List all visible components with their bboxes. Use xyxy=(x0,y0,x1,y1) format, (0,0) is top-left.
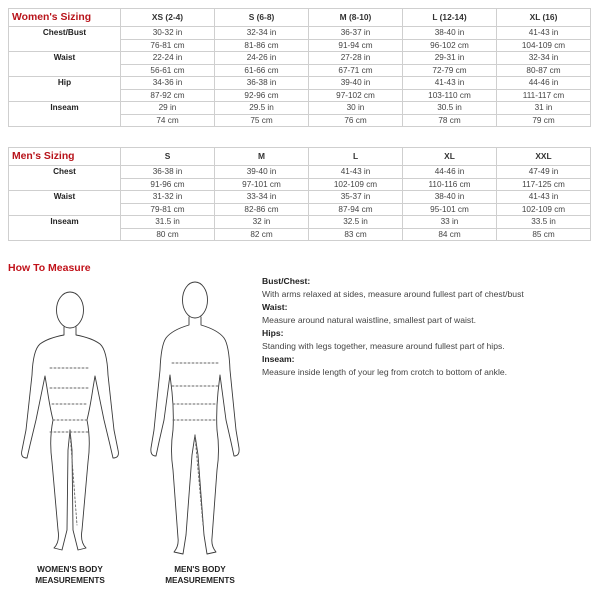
table-cell: 34-36 in xyxy=(121,77,215,90)
measurement-guides xyxy=(50,368,90,525)
table-cell: 61-66 cm xyxy=(215,64,309,77)
table-row xyxy=(9,77,591,90)
table-cell: 22-24 in xyxy=(121,52,215,65)
measurement-instructions xyxy=(262,275,592,379)
table-cell: 56-61 cm xyxy=(121,64,215,77)
size-header: L (12-14) xyxy=(403,9,497,27)
table-cell: 30.5 in xyxy=(403,102,497,115)
table-cell: 96-102 cm xyxy=(403,39,497,52)
table-cell: 38-40 in xyxy=(403,191,497,204)
table-cell: 41-43 in xyxy=(309,166,403,179)
table-cell: 31 in xyxy=(497,102,591,115)
womens-figure-caption xyxy=(10,564,130,586)
body-measurement-figures xyxy=(0,280,262,565)
table-cell: 36-37 in xyxy=(309,27,403,40)
table-cell: 76 cm xyxy=(309,114,403,127)
size-header: S (6-8) xyxy=(215,9,309,27)
caption-line: MEASUREMENTS xyxy=(35,576,105,585)
table-cell: 33.5 in xyxy=(497,216,591,229)
instruction-label: Bust/Chest: xyxy=(262,276,311,286)
caption-line: WOMEN'S BODY xyxy=(37,565,103,574)
size-header: M (8-10) xyxy=(309,9,403,27)
table-cell: 29-31 in xyxy=(403,52,497,65)
instruction-text: Standing with legs together, measure around fullest part of hips. xyxy=(262,341,505,351)
row-label: Inseam xyxy=(9,102,121,127)
table-cell: 30-32 in xyxy=(121,27,215,40)
table-cell: 30 in xyxy=(309,102,403,115)
row-label: Waist xyxy=(9,52,121,77)
table-cell: 91-96 cm xyxy=(121,178,215,191)
size-header: M xyxy=(215,148,309,166)
table-cell: 104-109 cm xyxy=(497,39,591,52)
table-cell: 76-81 cm xyxy=(121,39,215,52)
caption-line: MEASUREMENTS xyxy=(165,576,235,585)
table-cell: 44-46 in xyxy=(403,166,497,179)
table-row xyxy=(9,191,591,204)
table-row xyxy=(9,52,591,65)
table-cell: 81-86 cm xyxy=(215,39,309,52)
mens-sizing-table xyxy=(8,147,591,241)
table-cell: 36-38 in xyxy=(215,77,309,90)
table-cell: 78 cm xyxy=(403,114,497,127)
table-cell: 85 cm xyxy=(497,228,591,241)
caption-line: MEN'S BODY xyxy=(174,565,226,574)
table-cell: 84 cm xyxy=(403,228,497,241)
table-header-row xyxy=(9,148,591,166)
table-cell: 79 cm xyxy=(497,114,591,127)
row-label: Hip xyxy=(9,77,121,102)
table-cell: 39-40 in xyxy=(309,77,403,90)
instruction-text: With arms relaxed at sides, measure around fullest part of chest/bust xyxy=(262,289,524,299)
table-cell: 24-26 in xyxy=(215,52,309,65)
instruction-label: Inseam: xyxy=(262,354,295,364)
size-header: S xyxy=(121,148,215,166)
table-cell: 80-87 cm xyxy=(497,64,591,77)
table-cell: 31-32 in xyxy=(121,191,215,204)
table-cell: 102-109 cm xyxy=(309,178,403,191)
table-cell: 79-81 cm xyxy=(121,203,215,216)
table-cell: 32-34 in xyxy=(215,27,309,40)
table-cell: 74 cm xyxy=(121,114,215,127)
row-label: Inseam xyxy=(9,216,121,241)
table-cell: 97-101 cm xyxy=(215,178,309,191)
size-header: XXL xyxy=(497,148,591,166)
table-cell: 41-43 in xyxy=(497,191,591,204)
table-cell: 33 in xyxy=(403,216,497,229)
table-cell: 110-116 cm xyxy=(403,178,497,191)
table-cell: 103-110 cm xyxy=(403,89,497,102)
table-row xyxy=(9,216,591,229)
mens-body-figure xyxy=(151,282,239,554)
table-cell: 95-101 cm xyxy=(403,203,497,216)
table-cell: 67-71 cm xyxy=(309,64,403,77)
row-label: Chest/Bust xyxy=(9,27,121,52)
table-row xyxy=(9,166,591,179)
table-cell: 29.5 in xyxy=(215,102,309,115)
table-cell: 83 cm xyxy=(309,228,403,241)
table-cell: 117-125 cm xyxy=(497,178,591,191)
table-cell: 33-34 in xyxy=(215,191,309,204)
table-cell: 102-109 cm xyxy=(497,203,591,216)
table-cell: 82 cm xyxy=(215,228,309,241)
instruction-label: Waist: xyxy=(262,302,288,312)
table-title: Women's Sizing xyxy=(9,9,121,27)
size-header: XL (16) xyxy=(497,9,591,27)
table-header-row xyxy=(9,9,591,27)
instruction-label: Hips: xyxy=(262,328,284,338)
table-title: Men's Sizing xyxy=(9,148,121,166)
table-cell: 27-28 in xyxy=(309,52,403,65)
table-cell: 29 in xyxy=(121,102,215,115)
table-cell: 44-46 in xyxy=(497,77,591,90)
row-label: Waist xyxy=(9,191,121,216)
table-cell: 111-117 cm xyxy=(497,89,591,102)
table-cell: 47-49 in xyxy=(497,166,591,179)
how-to-measure-title: How To Measure xyxy=(8,262,91,274)
size-header: XS (2-4) xyxy=(121,9,215,27)
table-cell: 39-40 in xyxy=(215,166,309,179)
mens-figure-caption xyxy=(140,564,260,586)
table-cell: 41-43 in xyxy=(403,77,497,90)
womens-body-figure xyxy=(22,292,119,550)
table-cell: 92-96 cm xyxy=(215,89,309,102)
table-cell: 97-102 cm xyxy=(309,89,403,102)
table-cell: 87-94 cm xyxy=(309,203,403,216)
table-row xyxy=(9,27,591,40)
table-cell: 82-86 cm xyxy=(215,203,309,216)
table-cell: 80 cm xyxy=(121,228,215,241)
table-cell: 32.5 in xyxy=(309,216,403,229)
table-cell: 32-34 in xyxy=(497,52,591,65)
measurement-guides xyxy=(172,363,218,525)
table-cell: 35-37 in xyxy=(309,191,403,204)
table-cell: 32 in xyxy=(215,216,309,229)
instruction-text: Measure around natural waistline, smallest part of waist. xyxy=(262,315,476,325)
table-row xyxy=(9,102,591,115)
size-header: XL xyxy=(403,148,497,166)
table-cell: 87-92 cm xyxy=(121,89,215,102)
table-cell: 36-38 in xyxy=(121,166,215,179)
table-cell: 72-79 cm xyxy=(403,64,497,77)
size-header: L xyxy=(309,148,403,166)
table-cell: 91-94 cm xyxy=(309,39,403,52)
instruction-text: Measure inside length of your leg from crotch to bottom of ankle. xyxy=(262,367,508,377)
row-label: Chest xyxy=(9,166,121,191)
table-cell: 75 cm xyxy=(215,114,309,127)
womens-sizing-table xyxy=(8,8,591,127)
table-cell: 31.5 in xyxy=(121,216,215,229)
table-cell: 38-40 in xyxy=(403,27,497,40)
table-cell: 41-43 in xyxy=(497,27,591,40)
